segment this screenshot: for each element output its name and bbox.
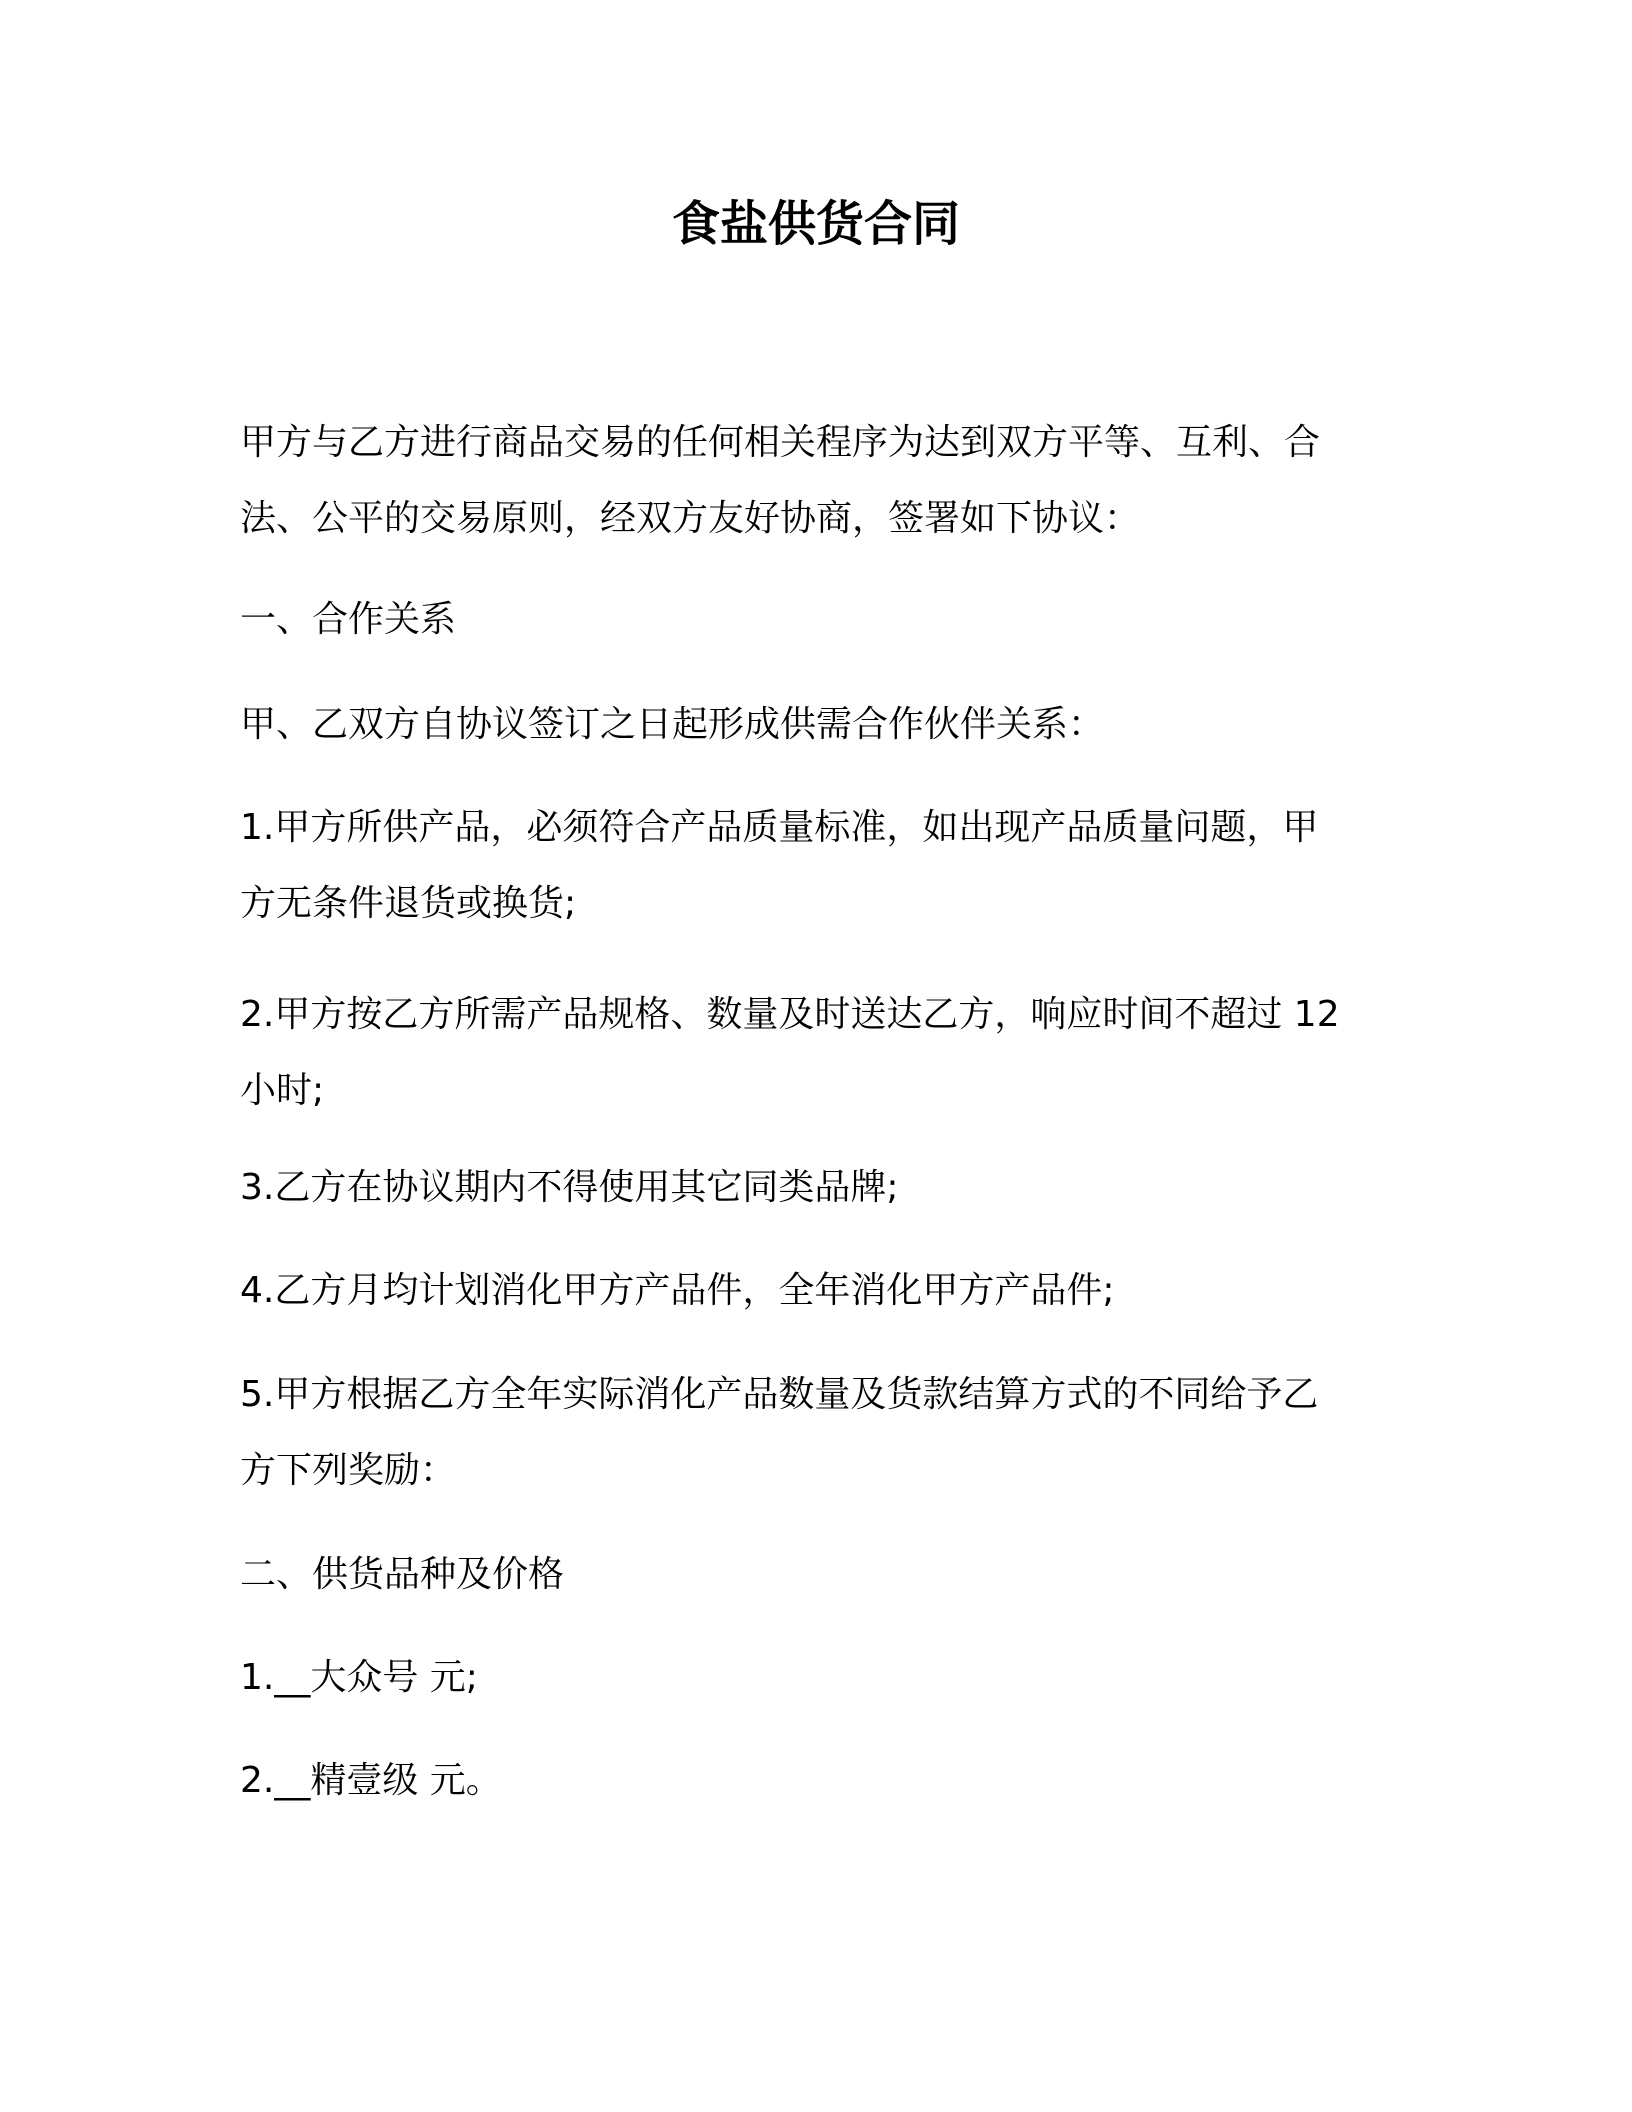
text-line: 一、合作关系 (240, 599, 457, 640)
product-item-1 (240, 1640, 1390, 1716)
text-line: 方无条件退货或换货; (240, 883, 577, 924)
text-line: 1.__大众号 元; (240, 1657, 478, 1698)
clause-4 (240, 1253, 1390, 1329)
product-item-2 (240, 1743, 1390, 1819)
section-heading-products (240, 1537, 1390, 1613)
text-line: 法、公平的交易原则，经双方友好协商，签署如下协议： (240, 498, 1141, 539)
text-line: 1.甲方所供产品，必须符合产品质量标准，如出现产品质量问题，甲 (240, 807, 1319, 848)
text-line: 2.甲方按乙方所需产品规格、数量及时送达乙方，响应时间不超过 12 (240, 994, 1340, 1035)
document-title: 食盐供货合同 (671, 196, 960, 252)
text-line: 甲、乙双方自协议签订之日起形成供需合作伙伴关系： (240, 704, 1105, 745)
intro-paragraph (240, 405, 1390, 557)
text-line: 4.乙方月均计划消化甲方产品件，全年消化甲方产品件; (240, 1270, 1115, 1311)
clause-5 (240, 1357, 1390, 1509)
text-line: 3.乙方在协议期内不得使用其它同类品牌; (240, 1167, 899, 1208)
section-heading-cooperation (240, 582, 1390, 658)
clause-2 (240, 977, 1390, 1129)
clause-3 (240, 1150, 1390, 1226)
clause-1 (240, 790, 1390, 942)
text-line: 方下列奖励： (240, 1450, 457, 1491)
text-line: 二、供货品种及价格 (240, 1554, 565, 1595)
text-line: 小时; (240, 1070, 325, 1111)
cooperation-paragraph (240, 687, 1390, 763)
text-line: 甲方与乙方进行商品交易的任何相关程序为达到双方平等、互利、合 (240, 422, 1321, 463)
text-line: 2.__精壹级 元。 (240, 1760, 502, 1801)
text-line: 5.甲方根据乙方全年实际消化产品数量及货款结算方式的不同给予乙 (240, 1374, 1319, 1415)
